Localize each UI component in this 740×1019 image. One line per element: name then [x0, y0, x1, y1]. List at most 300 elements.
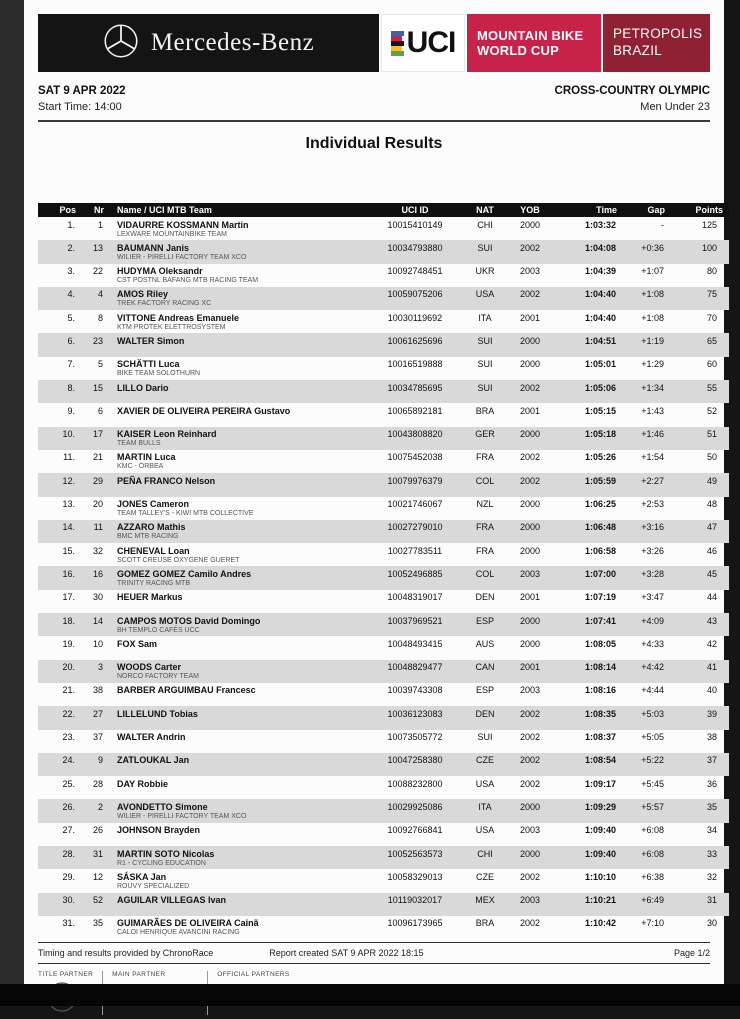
cell-nat: BRA — [475, 405, 495, 416]
cell-pos: 25. — [62, 778, 75, 789]
main-partner-label: MAIN PARTNER — [112, 971, 166, 979]
rider-team: NORCO FACTORY TEAM — [117, 673, 199, 681]
cell-yob: 2000 — [519, 522, 541, 533]
cell-gap: +2:27 — [641, 475, 664, 486]
table-row — [38, 636, 729, 659]
rider-name: GUIMARÃES DE OLIVEIRA Cainã — [117, 918, 259, 929]
event-location-banner — [603, 14, 710, 72]
column-header-time: Time — [551, 203, 617, 217]
cell-nr: 12 — [92, 871, 103, 882]
rider-name: WALTER Andrin — [117, 732, 186, 743]
table-row — [38, 683, 729, 706]
cell-nat: SUI — [477, 359, 493, 370]
rider-team: KMC - ORBEA — [117, 463, 164, 471]
cell-points: 38 — [706, 732, 717, 743]
column-header-points: Points — [665, 203, 729, 217]
cell-name — [104, 450, 369, 473]
table-row — [38, 427, 729, 450]
cell-uci-id: 10052496885 — [387, 568, 443, 579]
results-table — [38, 203, 729, 939]
cell-pos: 14. — [62, 522, 75, 533]
column-header-gap: Gap — [617, 203, 665, 217]
event-date: SAT 9 APR 2022 — [38, 85, 126, 97]
cell-time: 1:04:51 — [584, 335, 616, 346]
screen-bottom-edge — [0, 984, 740, 1006]
cell-nat: AUS — [475, 638, 495, 649]
cell-nr: 52 — [92, 895, 103, 906]
cell-nat: SUI — [477, 382, 493, 393]
rider-team: TEAM BULLS — [117, 440, 161, 448]
cell-nr: 5 — [97, 359, 103, 370]
cell-gap: +2:53 — [641, 499, 664, 510]
cell-gap: +7:10 — [641, 918, 664, 929]
cell-nat: UKR — [475, 266, 495, 277]
cell-uci-id: 10048319017 — [387, 592, 443, 603]
cell-time: 1:07:41 — [584, 615, 616, 626]
column-header-yob: YOB — [509, 203, 551, 217]
cell-gap: +4:33 — [641, 638, 664, 649]
location-line2: BRAZIL — [613, 43, 663, 58]
cell-uci-id: 10048829477 — [387, 662, 443, 673]
cell-pos: 16. — [62, 568, 75, 579]
cell-nr: 17 — [92, 429, 103, 440]
cell-uci-id: 10096173965 — [387, 918, 443, 929]
cell-nr: 14 — [92, 615, 103, 626]
cell-nat: FRA — [476, 545, 494, 556]
uci-rainbow-stripes-icon — [391, 31, 404, 56]
rider-name: CHENEVAL Loan — [117, 545, 190, 556]
rider-team: TREK FACTORY RACING XC — [117, 300, 212, 308]
rider-name: ZATLOUKAL Jan — [117, 755, 190, 766]
cell-gap: +3:26 — [641, 545, 664, 556]
table-row — [38, 403, 729, 426]
cell-name — [104, 613, 369, 636]
rider-name: LILLELUND Tobias — [117, 708, 198, 719]
cell-gap: +6:08 — [641, 825, 664, 836]
rider-team: KTM PROTEK ELETTROSYSTEM — [117, 323, 226, 331]
table-row — [38, 730, 729, 753]
cell-points: 70 — [706, 312, 717, 323]
cell-nr: 10 — [92, 638, 103, 649]
cell-name — [104, 403, 369, 426]
table-row — [38, 380, 729, 403]
cell-yob: 2001 — [519, 312, 541, 323]
table-row — [38, 333, 729, 356]
cell-nat: CZE — [476, 871, 494, 882]
cell-name — [104, 916, 369, 939]
cell-name — [104, 473, 369, 496]
cell-nat: CHI — [477, 219, 493, 230]
cell-nr: 23 — [92, 335, 103, 346]
cell-yob: 2000 — [519, 615, 541, 626]
cell-yob: 2003 — [519, 825, 541, 836]
results-document-page — [24, 0, 724, 984]
cell-nat: MEX — [475, 895, 495, 906]
cell-pos: 21. — [62, 685, 75, 696]
cell-nat: ESP — [475, 615, 494, 626]
cell-nat: ESP — [475, 685, 494, 696]
column-header-pos: Pos — [38, 203, 76, 217]
cell-points: 50 — [706, 452, 717, 463]
table-row — [38, 497, 729, 520]
cell-nr: 1 — [97, 219, 103, 230]
cell-yob: 2002 — [519, 242, 541, 253]
cell-gap: +5:03 — [641, 708, 664, 719]
cell-nat: COL — [475, 475, 495, 486]
cell-time: 1:09:29 — [584, 801, 616, 812]
cell-uci-id: 10092766841 — [387, 825, 443, 836]
cell-uci-id: 10034785695 — [387, 382, 443, 393]
cell-gap: +1:46 — [641, 429, 664, 440]
cell-name — [104, 217, 369, 240]
cell-yob: 2002 — [519, 918, 541, 929]
table-row — [38, 310, 729, 333]
rider-name: LILLO Dario — [117, 382, 169, 393]
cell-nat: CAN — [475, 662, 495, 673]
rider-team: SCOTT CREUSE OXYGENE GUERET — [117, 556, 240, 564]
cell-name — [104, 683, 369, 706]
cell-name — [104, 287, 369, 310]
cell-uci-id: 10047258380 — [387, 755, 443, 766]
cell-nr: 9 — [97, 755, 103, 766]
cell-time: 1:08:05 — [584, 638, 616, 649]
rider-name: CAMPOS MOTOS David Domingo — [117, 615, 261, 626]
cell-gap: +4:09 — [641, 615, 664, 626]
table-row — [38, 566, 729, 589]
uci-logo — [381, 14, 465, 72]
rider-name: AZZARO Mathis — [117, 522, 186, 533]
cell-points: 39 — [706, 708, 717, 719]
page-title: Individual Results — [305, 135, 443, 152]
cell-uci-id: 10015410149 — [387, 219, 443, 230]
cell-pos: 2. — [67, 242, 75, 253]
cell-points: 37 — [706, 755, 717, 766]
cell-name — [104, 799, 369, 822]
cell-time: 1:07:00 — [584, 568, 616, 579]
cell-nat: DEN — [475, 708, 495, 719]
cell-yob: 2002 — [519, 382, 541, 393]
cell-points: 125 — [701, 219, 717, 230]
cell-nr: 3 — [97, 662, 103, 673]
cell-pos: 7. — [67, 359, 75, 370]
cell-time: 1:04:39 — [584, 266, 616, 277]
cell-time: 1:04:08 — [584, 242, 616, 253]
cell-yob: 2003 — [519, 568, 541, 579]
cell-points: 48 — [706, 499, 717, 510]
cell-uci-id: 10092748451 — [387, 266, 443, 277]
rider-name: AGUILAR VILLEGAS Ivan — [117, 895, 227, 906]
cell-points: 45 — [706, 568, 717, 579]
cell-pos: 13. — [62, 499, 75, 510]
table-row — [38, 869, 729, 892]
cell-nr: 22 — [92, 266, 103, 277]
cell-points: 30 — [706, 918, 717, 929]
cell-nr: 37 — [92, 732, 103, 743]
rider-name: AMOS Riley — [117, 289, 169, 300]
cell-pos: 22. — [62, 708, 75, 719]
cell-points: 75 — [706, 289, 717, 300]
cell-time: 1:07:19 — [584, 592, 616, 603]
cell-uci-id: 10088232800 — [387, 778, 443, 789]
rider-name: FOX Sam — [117, 638, 158, 649]
cell-name — [104, 590, 369, 613]
rider-name: DAY Robbie — [117, 778, 169, 789]
cell-name — [104, 846, 369, 869]
cell-uci-id: 10030119692 — [387, 312, 443, 323]
cell-nat: GER — [475, 429, 495, 440]
table-row — [38, 357, 729, 380]
cell-yob: 2003 — [519, 266, 541, 277]
cell-time: 1:05:06 — [584, 382, 616, 393]
cell-name — [104, 520, 369, 543]
cell-points: 40 — [706, 685, 717, 696]
cell-pos: 5. — [67, 312, 75, 323]
rider-name: MARTIN SOTO Nicolas — [117, 848, 215, 859]
cell-pos: 6. — [67, 335, 75, 346]
page-number: Page 1/2 — [673, 948, 710, 959]
cell-gap: +0:36 — [641, 242, 664, 253]
cell-name — [104, 310, 369, 333]
rider-team: LEXWARE MOUNTAINBIKE TEAM — [117, 230, 227, 238]
rider-team: BMC MTB RACING — [117, 533, 179, 541]
cell-points: 43 — [706, 615, 717, 626]
cell-uci-id: 10079976379 — [387, 475, 443, 486]
cell-nr: 6 — [97, 405, 103, 416]
cell-time: 1:05:18 — [584, 429, 616, 440]
table-header-row — [38, 203, 729, 217]
series-line1: MOUNTAIN BIKE — [477, 27, 584, 43]
cell-gap: +5:57 — [641, 801, 664, 812]
cell-gap: +5:45 — [641, 778, 664, 789]
cell-pos: 20. — [62, 662, 75, 673]
cell-gap: +3:16 — [641, 522, 664, 533]
cell-gap: +6:49 — [641, 895, 664, 906]
mercedes-star-icon — [103, 23, 139, 64]
cell-points: 80 — [706, 266, 717, 277]
cell-nr: 21 — [92, 452, 103, 463]
cell-name — [104, 333, 369, 356]
cell-uci-id: 10036123083 — [387, 708, 443, 719]
cell-points: 33 — [706, 848, 717, 859]
cell-gap: +3:47 — [641, 592, 664, 603]
cell-points: 46 — [706, 545, 717, 556]
cell-yob: 2000 — [519, 359, 541, 370]
rider-team: BIKE TEAM SOLOTHURN — [117, 370, 201, 378]
table-row — [38, 846, 729, 869]
cell-name — [104, 240, 369, 263]
cell-gap: +1:19 — [641, 335, 664, 346]
cell-gap: - — [661, 219, 664, 230]
cell-nr: 16 — [92, 568, 103, 579]
event-meta — [38, 85, 710, 122]
cell-uci-id: 10052563573 — [387, 848, 443, 859]
uci-wordmark: UCI — [406, 26, 456, 59]
cell-name — [104, 357, 369, 380]
cell-name — [104, 636, 369, 659]
cell-uci-id: 10027279010 — [387, 522, 443, 533]
cell-nat: ITA — [478, 312, 492, 323]
cell-name — [104, 660, 369, 683]
rider-team: CST POSTNL BAFANG MTB RACING TEAM — [117, 277, 259, 285]
cell-points: 36 — [706, 778, 717, 789]
table-row — [38, 660, 729, 683]
rider-team: TEAM TALLEY'S - KIWI MTB COLLECTIVE — [117, 510, 254, 518]
cell-gap: +4:42 — [641, 662, 664, 673]
rider-name: VITTONE Andreas Emanuele — [117, 312, 240, 323]
cell-yob: 2003 — [519, 895, 541, 906]
cell-pos: 23. — [62, 732, 75, 743]
sponsor-header-banner — [38, 14, 710, 72]
table-row — [38, 799, 729, 822]
table-row — [38, 264, 729, 287]
table-row — [38, 240, 729, 263]
cell-gap: +4:44 — [641, 685, 664, 696]
cell-time: 1:06:58 — [584, 545, 616, 556]
cell-name — [104, 753, 369, 776]
cell-time: 1:04:40 — [584, 312, 616, 323]
cell-pos: 29. — [62, 871, 75, 882]
cell-pos: 4. — [67, 289, 75, 300]
table-row — [38, 916, 729, 939]
cell-points: 49 — [706, 475, 717, 486]
start-time: Start Time: 14:00 — [38, 101, 122, 113]
discipline: CROSS-COUNTRY OLYMPIC — [554, 85, 710, 97]
table-row — [38, 823, 729, 846]
rider-name: KAISER Leon Reinhard — [117, 429, 217, 440]
table-row — [38, 520, 729, 543]
table-row — [38, 287, 729, 310]
cell-points: 41 — [706, 662, 717, 673]
rider-name: SCHÄTTI Luca — [117, 359, 180, 370]
cell-gap: +1:07 — [641, 266, 664, 277]
cell-yob: 2000 — [519, 499, 541, 510]
cell-gap: +6:08 — [641, 848, 664, 859]
cell-uci-id: 10034793880 — [387, 242, 443, 253]
cell-uci-id: 10119032017 — [387, 895, 443, 906]
cell-name — [104, 497, 369, 520]
cell-nat: ITA — [478, 801, 492, 812]
cell-nat: USA — [475, 825, 495, 836]
table-row — [38, 776, 729, 799]
cell-nat: FRA — [476, 522, 494, 533]
cell-points: 44 — [706, 592, 717, 603]
cell-uci-id: 10043808820 — [387, 429, 443, 440]
rider-name: WALTER Simon — [117, 335, 185, 346]
cell-name — [104, 543, 369, 566]
cell-pos: 28. — [62, 848, 75, 859]
table-row — [38, 217, 729, 240]
cell-time: 1:08:14 — [584, 662, 616, 673]
cell-yob: 2002 — [519, 475, 541, 486]
timing-credit: Timing and results provided by ChronoRace — [38, 948, 214, 959]
rider-name: AVONDETTO Simone — [117, 801, 208, 812]
cell-uci-id: 10029925086 — [387, 801, 443, 812]
cell-nr: 28 — [92, 778, 103, 789]
cell-time: 1:05:59 — [584, 475, 616, 486]
cell-time: 1:10:21 — [584, 895, 616, 906]
cell-nat: SUI — [477, 335, 493, 346]
cell-gap: +5:05 — [641, 732, 664, 743]
cell-nr: 15 — [92, 382, 103, 393]
cell-points: 35 — [706, 801, 717, 812]
cell-time: 1:08:35 — [584, 708, 616, 719]
rider-name: PEÑA FRANCO Nelson — [117, 475, 216, 486]
cell-time: 1:09:17 — [584, 778, 616, 789]
cell-points: 32 — [706, 871, 717, 882]
cell-name — [104, 566, 369, 589]
cell-time: 1:10:42 — [584, 918, 616, 929]
column-header-name: Name / UCI MTB Team — [104, 203, 369, 217]
cell-pos: 18. — [62, 615, 75, 626]
cell-pos: 3. — [67, 266, 75, 277]
cell-nr: 31 — [92, 848, 103, 859]
cell-nat: CZE — [476, 755, 494, 766]
column-header-nat: NAT — [461, 203, 509, 217]
rider-name: MARTIN Luca — [117, 452, 176, 463]
cell-gap: +1:29 — [641, 359, 664, 370]
cell-nat: NZL — [476, 499, 494, 510]
cell-uci-id: 10061625696 — [387, 335, 443, 346]
cell-pos: 11. — [63, 452, 75, 463]
cell-gap: +1:54 — [641, 452, 664, 463]
mercedes-benz-banner — [38, 14, 379, 72]
cell-nat: SUI — [477, 732, 493, 743]
cell-nr: 26 — [92, 825, 103, 836]
cell-gap: +1:43 — [641, 405, 664, 416]
cell-pos: 17. — [62, 592, 75, 603]
cell-nat: FRA — [476, 452, 494, 463]
cell-name — [104, 427, 369, 450]
cell-pos: 27. — [62, 825, 75, 836]
rider-name: WOODS Carter — [117, 662, 182, 673]
cell-yob: 2000 — [519, 219, 541, 230]
cell-nr: 32 — [92, 545, 103, 556]
cell-pos: 8. — [67, 382, 75, 393]
cell-gap: +6:38 — [641, 871, 664, 882]
cell-uci-id: 10027783511 — [387, 545, 443, 556]
cell-points: 100 — [701, 242, 717, 253]
rider-name: BARBER ARGUIMBAU Francesc — [117, 685, 256, 696]
cell-yob: 2000 — [519, 848, 541, 859]
cell-gap: +1:34 — [641, 382, 664, 393]
cell-time: 1:05:26 — [584, 452, 616, 463]
cell-points: 42 — [706, 638, 717, 649]
rider-name: VIDAURRE KOSSMANN Martin — [117, 219, 249, 230]
cell-nr: 8 — [97, 312, 103, 323]
cell-pos: 26. — [62, 801, 75, 812]
mountain-bike-world-cup-banner — [467, 14, 601, 72]
cell-yob: 2002 — [519, 755, 541, 766]
cell-nr: 38 — [92, 685, 103, 696]
cell-gap: +3:28 — [641, 568, 664, 579]
cell-nr: 2 — [97, 801, 103, 812]
cell-pos: 30. — [62, 895, 75, 906]
cell-yob: 2001 — [519, 662, 541, 673]
cell-time: 1:05:15 — [584, 405, 616, 416]
cell-pos: 19. — [62, 638, 75, 649]
table-row — [38, 753, 729, 776]
cell-nat: COL — [475, 568, 495, 579]
cell-nr: 30 — [92, 592, 103, 603]
table-row — [38, 706, 729, 729]
rider-team: ROUVY SPECIALIZED — [117, 882, 190, 890]
cell-name — [104, 776, 369, 799]
cell-time: 1:08:16 — [584, 685, 616, 696]
cell-pos: 24. — [62, 755, 75, 766]
cell-points: 52 — [706, 405, 717, 416]
cell-time: 1:05:01 — [584, 359, 616, 370]
cell-nr: 13 — [92, 242, 103, 253]
